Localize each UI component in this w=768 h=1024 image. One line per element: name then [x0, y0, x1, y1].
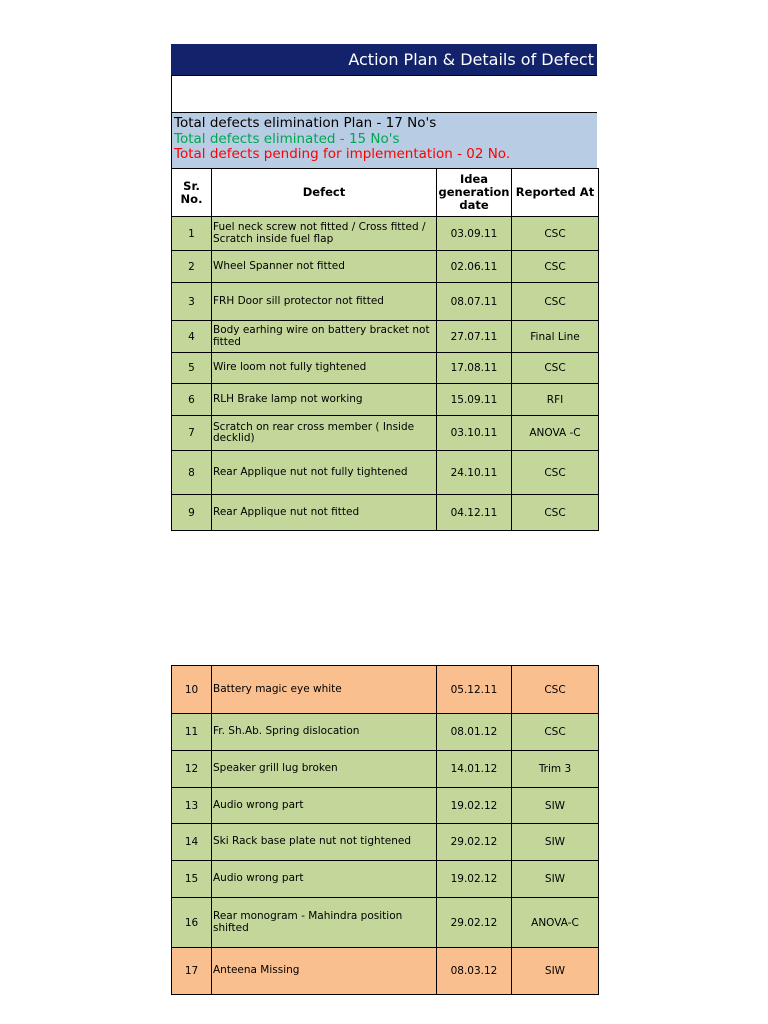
sr-no-cell: 3	[172, 283, 212, 321]
table-row	[172, 217, 599, 251]
sr-no-cell: 2	[172, 251, 212, 283]
reported-at-cell: CSC	[512, 666, 599, 714]
summary-plan: Total defects elimination Plan - 17 No's	[174, 115, 437, 131]
idea-date-cell: 14.01.12	[437, 751, 512, 788]
defect-cell: Ski Rack base plate nut not tightened	[212, 824, 437, 861]
idea-date-cell: 04.12.11	[437, 495, 512, 531]
sr-no-cell: 15	[172, 861, 212, 898]
sr-no-cell: 13	[172, 788, 212, 824]
summary-box	[171, 113, 597, 168]
sr-no-cell: 6	[172, 384, 212, 416]
sr-no-cell: 12	[172, 751, 212, 788]
table-row	[172, 353, 599, 384]
table-row	[172, 283, 599, 321]
header-reported-at: Reported At	[512, 169, 599, 217]
table-row	[172, 384, 599, 416]
table-row	[172, 251, 599, 283]
sr-no-cell: 4	[172, 321, 212, 353]
sr-no-cell: 14	[172, 824, 212, 861]
sr-no-cell: 10	[172, 666, 212, 714]
defect-cell: Audio wrong part	[212, 788, 437, 824]
idea-date-cell: 03.10.11	[437, 416, 512, 451]
reported-at-cell: CSC	[512, 714, 599, 751]
summary-eliminated: Total defects eliminated - 15 No's	[174, 130, 400, 147]
table-row	[172, 824, 599, 861]
reported-at-cell: CSC	[512, 283, 599, 321]
table-row	[172, 751, 599, 788]
sr-no-cell: 9	[172, 495, 212, 531]
sr-no-cell: 7	[172, 416, 212, 451]
defect-table-page-1	[171, 168, 599, 531]
defect-cell: Fr. Sh.Ab. Spring dislocation	[212, 714, 437, 751]
table-row	[172, 948, 599, 995]
defect-cell: Rear monogram - Mahindra position shifted	[212, 898, 437, 948]
sr-no-cell: 17	[172, 948, 212, 995]
idea-date-cell: 08.07.11	[437, 283, 512, 321]
reported-at-cell: ANOVA-C	[512, 898, 599, 948]
reported-at-cell: Trim 3	[512, 751, 599, 788]
defect-cell: Wheel Spanner not fitted	[212, 251, 437, 283]
idea-date-cell: 08.03.12	[437, 948, 512, 995]
reported-at-cell: RFI	[512, 384, 599, 416]
defect-cell: Audio wrong part	[212, 861, 437, 898]
idea-date-cell: 29.02.12	[437, 898, 512, 948]
reported-at-cell: CSC	[512, 251, 599, 283]
idea-date-cell: 24.10.11	[437, 451, 512, 495]
defect-cell: Fuel neck screw not fitted / Cross fitted / Scratch inside fuel flap	[212, 217, 437, 251]
reported-at-cell: SIW	[512, 861, 599, 898]
sr-no-cell: 1	[172, 217, 212, 251]
sr-no-cell: 16	[172, 898, 212, 948]
table-row	[172, 666, 599, 714]
defect-cell: Speaker grill lug broken	[212, 751, 437, 788]
defect-cell: Anteena Missing	[212, 948, 437, 995]
summary-pending: Total defects pending for implementation - 02 No.	[174, 146, 511, 162]
reported-at-cell: Final Line	[512, 321, 599, 353]
sr-no-cell: 11	[172, 714, 212, 751]
reported-at-cell: CSC	[512, 451, 599, 495]
table-row	[172, 416, 599, 451]
defect-cell: Rear Applique nut not fully tightened	[212, 451, 437, 495]
defect-cell: Body earhing wire on battery bracket not fitted	[212, 321, 437, 353]
idea-date-cell: 27.07.11	[437, 321, 512, 353]
sheet-title: Action Plan & Details of Defect	[171, 44, 597, 75]
table-row	[172, 714, 599, 751]
defect-table-page-2	[171, 665, 599, 995]
blank-row	[171, 75, 597, 113]
table-row	[172, 898, 599, 948]
defect-cell: Wire loom not fully tightened	[212, 353, 437, 384]
reported-at-cell: CSC	[512, 217, 599, 251]
table-row	[172, 495, 599, 531]
reported-at-cell: ANOVA -C	[512, 416, 599, 451]
defect-cell: Battery magic eye white	[212, 666, 437, 714]
table-row	[172, 321, 599, 353]
reported-at-cell: SIW	[512, 824, 599, 861]
reported-at-cell: CSC	[512, 495, 599, 531]
reported-at-cell: SIW	[512, 948, 599, 995]
idea-date-cell: 05.12.11	[437, 666, 512, 714]
header-idea-date: Idea generation date	[437, 169, 512, 217]
reported-at-cell: SIW	[512, 788, 599, 824]
table-row	[172, 861, 599, 898]
defect-cell: FRH Door sill protector not fitted	[212, 283, 437, 321]
idea-date-cell: 08.01.12	[437, 714, 512, 751]
idea-date-cell: 03.09.11	[437, 217, 512, 251]
sr-no-cell: 8	[172, 451, 212, 495]
reported-at-cell: CSC	[512, 353, 599, 384]
idea-date-cell: 17.08.11	[437, 353, 512, 384]
header-defect: Defect	[212, 169, 437, 217]
defect-cell: RLH Brake lamp not working	[212, 384, 437, 416]
idea-date-cell: 19.02.12	[437, 788, 512, 824]
defect-cell: Scratch on rear cross member ( Inside decklid)	[212, 416, 437, 451]
sr-no-cell: 5	[172, 353, 212, 384]
idea-date-cell: 29.02.12	[437, 824, 512, 861]
table-row	[172, 451, 599, 495]
idea-date-cell: 15.09.11	[437, 384, 512, 416]
idea-date-cell: 19.02.12	[437, 861, 512, 898]
defect-cell: Rear Applique nut not fitted	[212, 495, 437, 531]
header-sr-no: Sr. No.	[172, 169, 212, 217]
idea-date-cell: 02.06.11	[437, 251, 512, 283]
table-row	[172, 788, 599, 824]
